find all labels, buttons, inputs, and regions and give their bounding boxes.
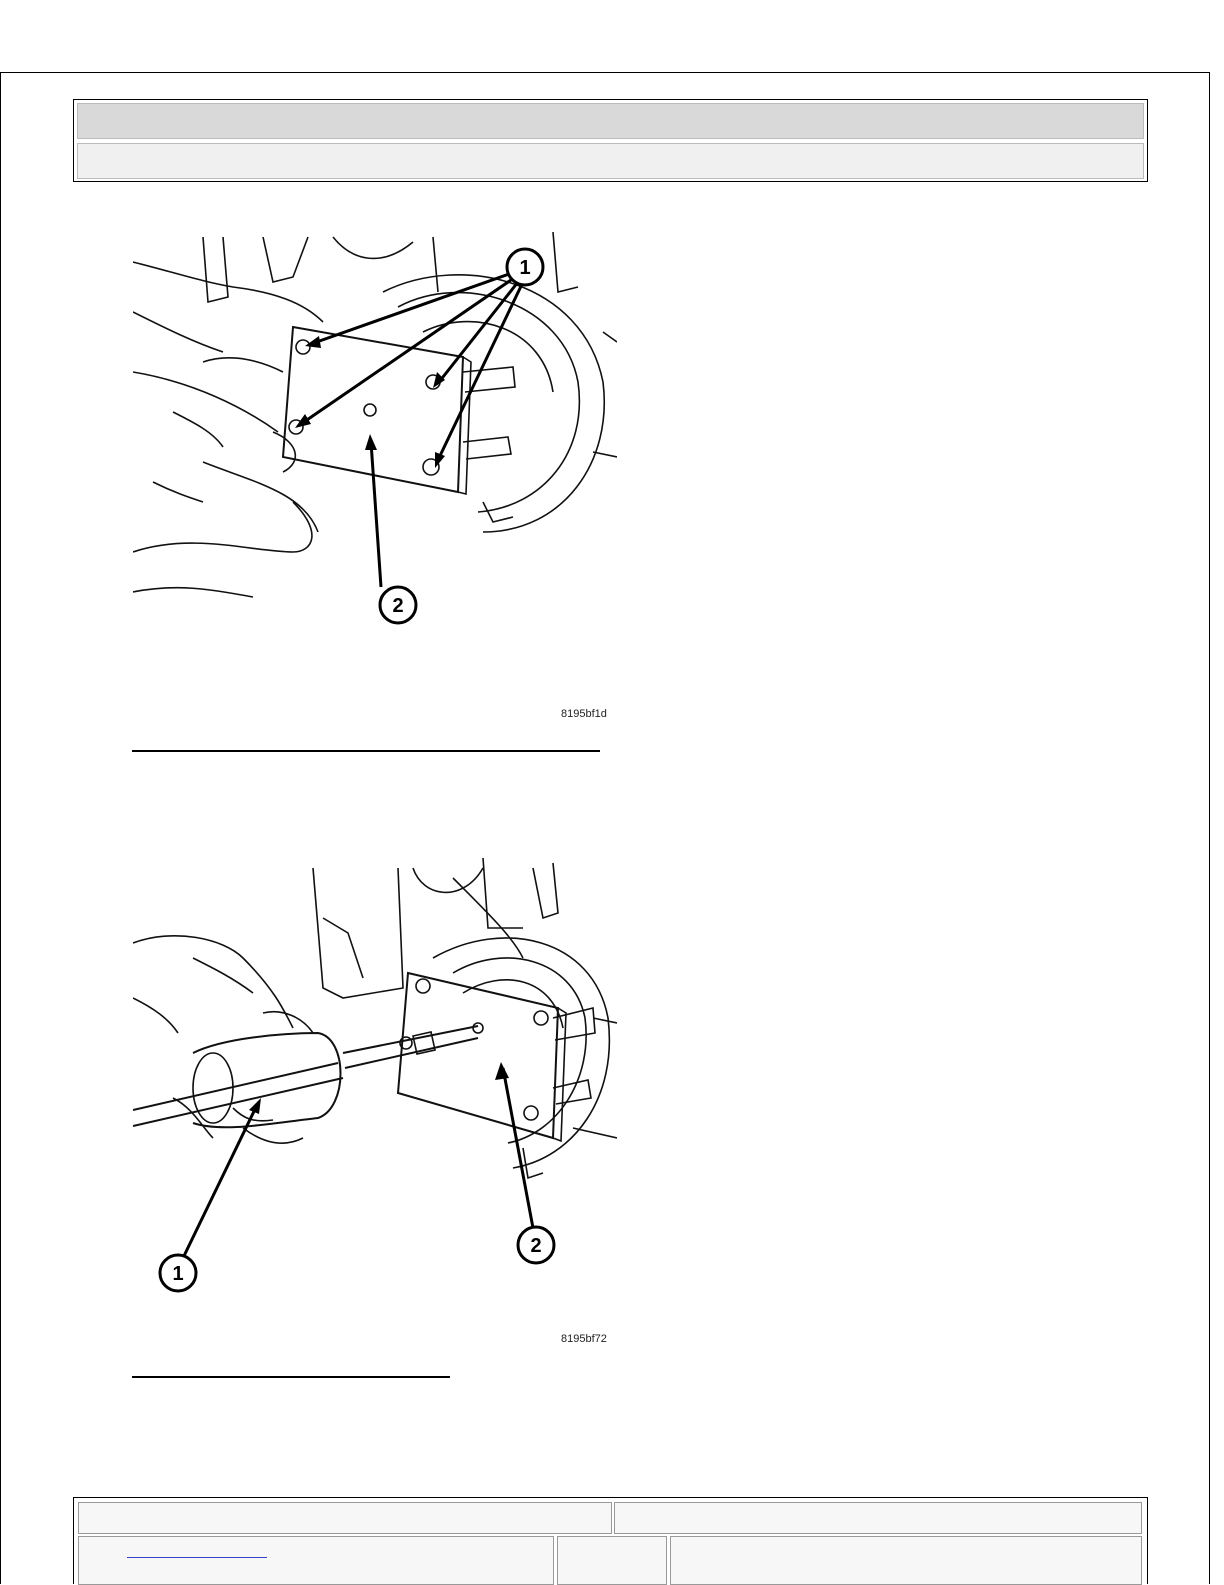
footer-link[interactable]	[127, 1557, 267, 1558]
callout-1-label: 1	[172, 1263, 184, 1285]
footer-cell-bottom-2	[557, 1536, 667, 1585]
footer-cell-right-top	[614, 1502, 1142, 1534]
header-table	[73, 99, 1148, 182]
callout-2-label: 2	[530, 1235, 542, 1257]
figure-1-rule	[132, 750, 600, 752]
footer-table	[73, 1497, 1148, 1584]
figure-2-code: 8195bf72	[561, 1333, 607, 1345]
figure-1-drawing	[133, 232, 617, 722]
figure-2-rule	[132, 1376, 450, 1378]
footer-cell-left-top	[78, 1502, 612, 1534]
footer-cell-bottom-1	[78, 1536, 554, 1585]
header-title-row	[77, 103, 1144, 139]
callout-1-label: 1	[519, 257, 531, 279]
footer-cell-bottom-3	[670, 1536, 1142, 1585]
header-subtitle-row	[77, 143, 1144, 179]
figure-1-illustration	[133, 232, 617, 722]
figure-1-code: 8195bf1d	[561, 708, 607, 720]
callout-2-label: 2	[392, 595, 404, 617]
figure-2-drawing	[133, 858, 617, 1348]
figure-2-illustration	[133, 858, 617, 1348]
